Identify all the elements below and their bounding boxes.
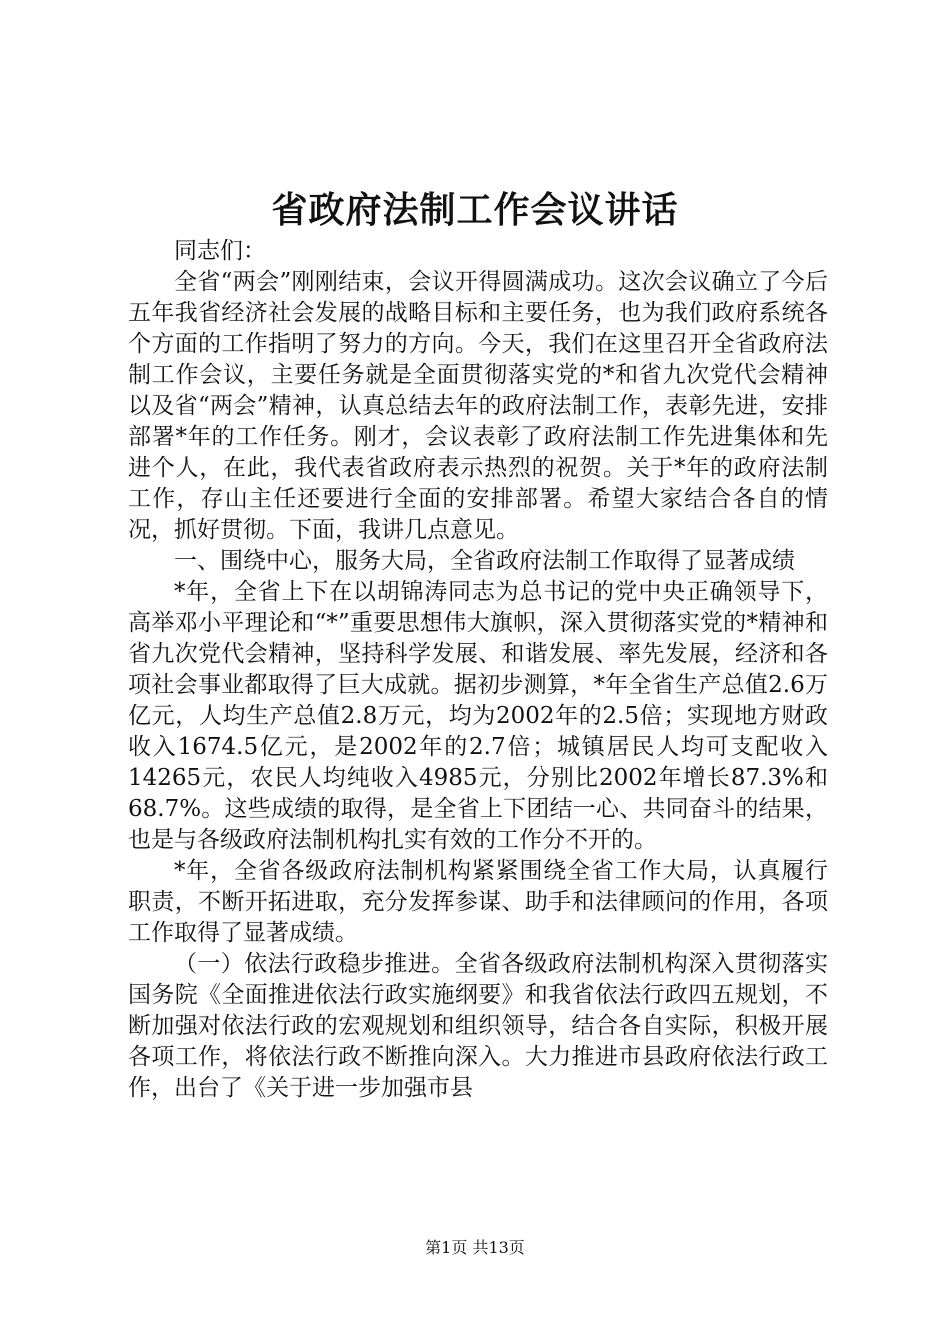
document-title: 省政府法制工作会议讲话 [271,189,679,231]
paragraph: *年，全省各级政府法制机构紧紧围绕全省工作大局，认真履行职责，不断开拓进取，充分发挥参谋、助手和法律顾问的作用，各项工作取得了显著成绩。 [128,858,828,946]
page-footer: 第1页 共13页 [425,1238,525,1257]
document-body [128,236,828,1104]
salutation: 同志们： [174,238,266,264]
section-heading: 一、围绕中心，服务大局，全省政府法制工作取得了显著成绩 [174,548,795,574]
paragraph: （一）依法行政稳步推进。全省各级政府法制机构深入贯彻落实国务院《全面推进依法行政实施纲要》和我省依法行政四五规划，不断加强对依法行政的宏观规划和组织领导，结合各自实际，积极开展各项工作，将依法行政不断推向深入。大力推进市县政府依法行政工作，出台了《关于进一步加强市县 [128,951,828,1101]
paragraph: *年，全省上下在以胡锦涛同志为总书记的党中央正确领导下，高举邓小平理论和“*”重要思想伟大旗帜，深入贯彻落实党的*精神和省九次党代会精神，坚持科学发展、和谐发展、率先发展，经济和各项社会事业都取得了巨大成就。据初步测算，*年全省生产总值2.6万亿元，人均生产总值2.8万元，均为2002年的2.5倍；实现地方财政收入1674.5亿元，是2002年的2.7倍；城镇居民人均可支配收入14265元，农民人均纯收入4985元，分别比2002年增长87.3%和68.7%。这些成绩的取得，是全省上下团结一心、共同奋斗的结果，也是与各级政府法制机构扎实有效的工作分不开的。 [128,579,828,853]
paragraph: 全省“两会”刚刚结束，会议开得圆满成功。这次会议确立了今后五年我省经济社会发展的战略目标和主要任务，也为我们政府系统各个方面的工作指明了努力的方向。今天，我们在这里召开全省政府法制工作会议，主要任务就是全面贯彻落实党的*和省九次党代会精神以及省“两会”精神，认真总结去年的政府法制工作，表彰先进，安排部署*年的工作任务。刚才，会议表彰了政府法制工作先进集体和先进个人，在此，我代表省政府表示热烈的祝贺。关于*年的政府法制工作，存山主任还要进行全面的安排部署。希望大家结合各自的情况，抓好贯彻。下面，我讲几点意见。 [128,269,828,543]
